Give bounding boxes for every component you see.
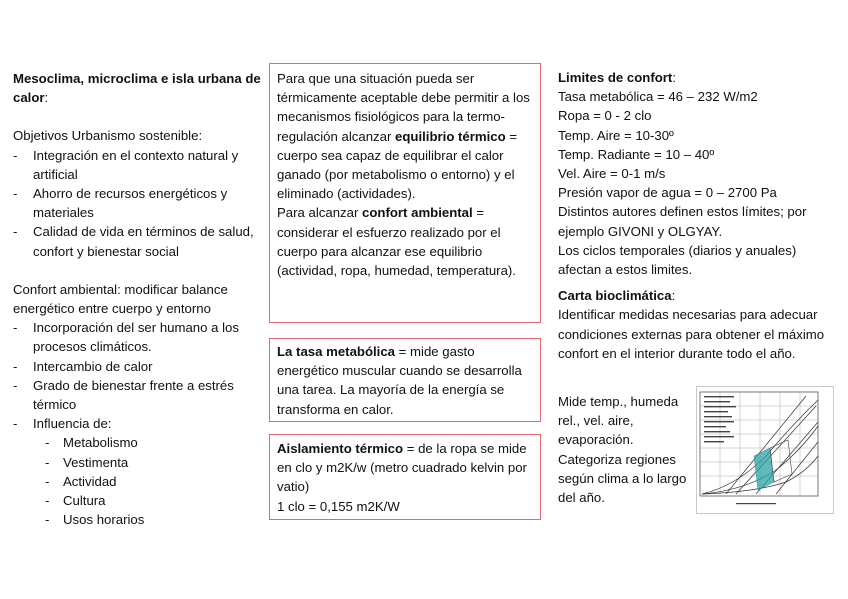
- clo-value: 1 clo = 0,155 m2K/W: [277, 498, 400, 514]
- equilibrio-box: [269, 63, 541, 323]
- list-item: - Metabolismo: [45, 433, 265, 452]
- limite-line: Distintos autores definen estos límites; por ejemplo GIVONI y OLGYAY.: [558, 204, 807, 239]
- equilibrio-paragraph: Para que una situación pueda ser térmicamente aceptable debe permitir a los mecanismos fisiológicos para la termo-regulación alcanzar equilibrio térmico = cuerpo sea capaz de equilibrar el calor ganado (por metabolismo o entorno) y el eliminado (actividades).: [277, 71, 530, 202]
- list-item: - Usos horarios: [45, 510, 265, 529]
- list-item: - Influencia de: - Metabolismo - Vestimenta - Actividad - Cultura - Usos horarios: [13, 414, 265, 529]
- confort-title: Confort ambiental: modificar balance energético entre cuerpo y entorno: [13, 281, 228, 317]
- list-item: - Vestimenta: [45, 453, 265, 472]
- confort-paragraph: Para alcanzar confort ambiental = considerar el esfuerzo realizado por el cuerpo para alcanzar ese equilibrio (actividad, ropa, humedad, temperatura).: [277, 205, 516, 279]
- influencia-list: [13, 433, 265, 529]
- left-column: [13, 69, 265, 529]
- list-item: - Actividad: [45, 472, 265, 491]
- limites-heading: Limites de confort:: [558, 70, 676, 85]
- aislamiento-paragraph: Aislamiento térmico = de la ropa se mide en clo y m2K/w (metro cuadrado kelvin por vatio): [277, 441, 527, 495]
- list-item: - Calidad de vida en términos de salud, confort y bienestar social: [13, 222, 265, 260]
- limite-line: Presión vapor de agua = 0 – 2700 Pa: [558, 185, 777, 201]
- limite-line: Los ciclos temporales (diarios y anuales) afectan a estos limites.: [558, 242, 797, 278]
- mesoclima-heading: Mesoclima, microclima e isla urbana de calor:: [13, 71, 261, 106]
- right-column: [558, 68, 826, 363]
- limite-line: Temp. Aire = 10-30º: [558, 127, 674, 143]
- list-item: - Incorporación del ser humano a los procesos climáticos.: [13, 318, 265, 356]
- limite-line: Tasa metabólica = 46 – 232 W/m2: [558, 89, 758, 105]
- list-item: - Ahorro de recursos energéticos y materiales: [13, 184, 265, 222]
- carta-text: Identificar medidas necesarias para adecuar condiciones externas para obtener el máximo confort en el interior durante todo el año.: [558, 307, 825, 361]
- limite-line: Ropa = 0 - 2 clo: [558, 108, 652, 124]
- list-item: - Integración en el contexto natural y artificial: [13, 146, 265, 184]
- list-item: - Grado de bienestar frente a estrés térmico: [13, 376, 265, 414]
- list-item: - Intercambio de calor: [13, 357, 265, 376]
- bioclimatic-chart-image: [696, 386, 834, 514]
- mide-text: Mide temp., humeda rel., vel. aire, evaporación. Categoriza regiones según clima a lo largo del año.: [558, 394, 687, 506]
- carta-heading: Carta bioclimática:: [558, 288, 676, 304]
- limite-line: Temp. Radiante = 10 – 40º: [558, 146, 715, 162]
- objetivos-title: Objetivos Urbanismo sostenible:: [13, 128, 203, 144]
- tasa-paragraph: La tasa metabólica = mide gasto energético muscular cuando se desarrolla una tarea. La mayoría de la energía se transforma en calor.: [277, 344, 522, 417]
- aislamiento-box: [269, 434, 541, 520]
- objetivos-list: [13, 146, 265, 261]
- tasa-metabolica-box: [269, 338, 541, 422]
- list-item: - Cultura: [45, 491, 265, 510]
- confort-list: [13, 318, 265, 529]
- limite-line: Vel. Aire = 0-1 m/s: [558, 166, 666, 182]
